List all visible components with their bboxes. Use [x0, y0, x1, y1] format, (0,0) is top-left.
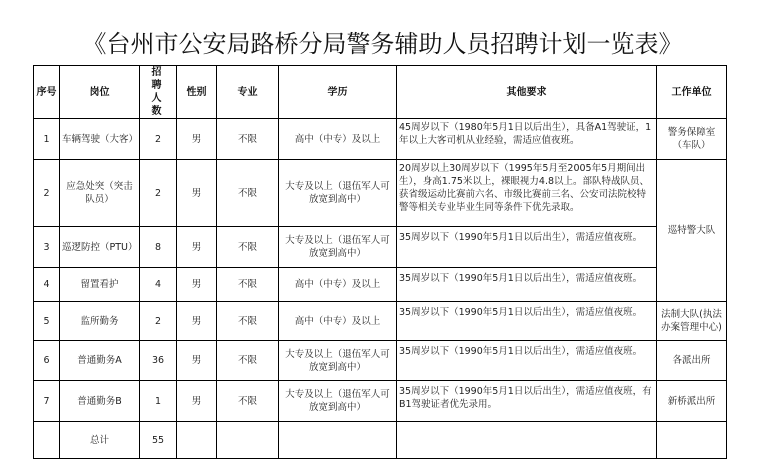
cell-position: 监所勤务: [60, 302, 140, 341]
cell-count: 4: [140, 268, 177, 302]
cell-education: 大专及以上（退伍军人可放宽到高中）: [279, 381, 397, 422]
cell-gender: 男: [177, 160, 217, 227]
cell-gender: [177, 422, 217, 459]
header-gender: 性别: [177, 66, 217, 119]
cell-no: 2: [34, 160, 60, 227]
cell-requirements: [397, 422, 657, 459]
cell-major: 不限: [217, 227, 279, 268]
cell-major: 不限: [217, 381, 279, 422]
cell-education: 高中（中专）及以上: [279, 302, 397, 341]
header-unit: 工作单位: [657, 66, 727, 119]
cell-no: 4: [34, 268, 60, 302]
table-row: [34, 227, 727, 268]
page-title: 《台州市公安局路桥分局警务辅助人员招聘计划一览表》: [82, 30, 683, 58]
cell-gender: 男: [177, 341, 217, 381]
cell-education: 高中（中专）及以上: [279, 119, 397, 160]
cell-major: 不限: [217, 302, 279, 341]
cell-major: 不限: [217, 160, 279, 227]
cell-count: 1: [140, 381, 177, 422]
cell-major: 不限: [217, 119, 279, 160]
cell-no: 3: [34, 227, 60, 268]
cell-requirements: 20周岁以上30周岁以下（1995年5月至2005年5月期间出生），身高1.75米以上，裸眼视力4.8以上。部队特战队员、获省级运动比赛前六名、市级比赛前三名、公安司法院校特警等相关专业毕业生同等条件下优先录取。: [397, 160, 657, 227]
cell-position: 普通勤务A: [60, 341, 140, 381]
cell-unit: 法制大队(执法办案管理中心): [657, 302, 727, 341]
table-row: [34, 381, 727, 422]
cell-education: [279, 422, 397, 459]
cell-gender: 男: [177, 381, 217, 422]
cell-gender: 男: [177, 268, 217, 302]
cell-gender: 男: [177, 119, 217, 160]
cell-unit: [657, 422, 727, 459]
cell-no: 5: [34, 302, 60, 341]
cell-no: 7: [34, 381, 60, 422]
cell-education: 大专及以上（退伍军人可放宽到高中）: [279, 160, 397, 227]
cell-requirements: 35周岁以下（1990年5月1日以后出生），需适应值夜班。: [397, 341, 657, 381]
cell-gender: 男: [177, 302, 217, 341]
cell-position: 留置看护: [60, 268, 140, 302]
cell-count: 2: [140, 160, 177, 227]
cell-count: 2: [140, 302, 177, 341]
header-position: 岗位: [60, 66, 140, 119]
header-education: 学历: [279, 66, 397, 119]
cell-education: 大专及以上（退伍军人可放宽到高中）: [279, 227, 397, 268]
recruitment-plan-table: [33, 65, 727, 459]
cell-gender: 男: [177, 227, 217, 268]
cell-position: 车辆驾驶（大客）: [60, 119, 140, 160]
table-row: [34, 268, 727, 302]
cell-count: 2: [140, 119, 177, 160]
cell-position: 应急处突（突击队员）: [60, 160, 140, 227]
cell-requirements: 45周岁以下（1980年5月1日以后出生），具备A1驾驶证，1年以上大客司机从业经验，需适应值夜班。: [397, 119, 657, 160]
header-count-line1: 招 聘: [151, 67, 165, 91]
cell-count: 8: [140, 227, 177, 268]
table-row: [34, 160, 727, 227]
cell-no: 1: [34, 119, 60, 160]
cell-unit: 警务保障室（车队）: [657, 119, 727, 160]
cell-requirements: 35周岁以下（1990年5月1日以后出生），需适应值夜班。: [397, 268, 657, 302]
header-count: [140, 66, 177, 119]
cell-requirements: 35周岁以下（1990年5月1日以后出生），需适应值夜班，有B1驾驶证者优先录用。: [397, 381, 657, 422]
cell-major: [217, 422, 279, 459]
cell-education: 高中（中专）及以上: [279, 268, 397, 302]
table-header-row: [34, 66, 727, 119]
cell-major: 不限: [217, 341, 279, 381]
table-row: [34, 302, 727, 341]
cell-position: 普通勤务B: [60, 381, 140, 422]
cell-requirements: 35周岁以下（1990年5月1日以后出生），需适应值夜班。: [397, 227, 657, 268]
cell-position: 巡逻防控（PTU）: [60, 227, 140, 268]
cell-major: 不限: [217, 268, 279, 302]
cell-requirements: 35周岁以下（1990年5月1日以后出生），需适应值夜班。: [397, 302, 657, 341]
cell-no: [34, 422, 60, 459]
table-row: [34, 119, 727, 160]
total-label: 总计: [60, 422, 140, 459]
cell-education: 大专及以上（退伍军人可放宽到高中）: [279, 341, 397, 381]
total-row: [34, 422, 727, 459]
total-count: 55: [140, 422, 177, 459]
header-requirements: 其他要求: [397, 66, 657, 119]
header-count-line2: 人 数: [151, 93, 165, 117]
cell-unit: 新桥派出所: [657, 381, 727, 422]
header-major: 专业: [217, 66, 279, 119]
table-row: [34, 341, 727, 381]
header-no: 序号: [34, 66, 60, 119]
cell-unit: 巡特警大队: [657, 160, 727, 302]
cell-unit: 各派出所: [657, 341, 727, 381]
cell-count: 36: [140, 341, 177, 381]
cell-no: 6: [34, 341, 60, 381]
